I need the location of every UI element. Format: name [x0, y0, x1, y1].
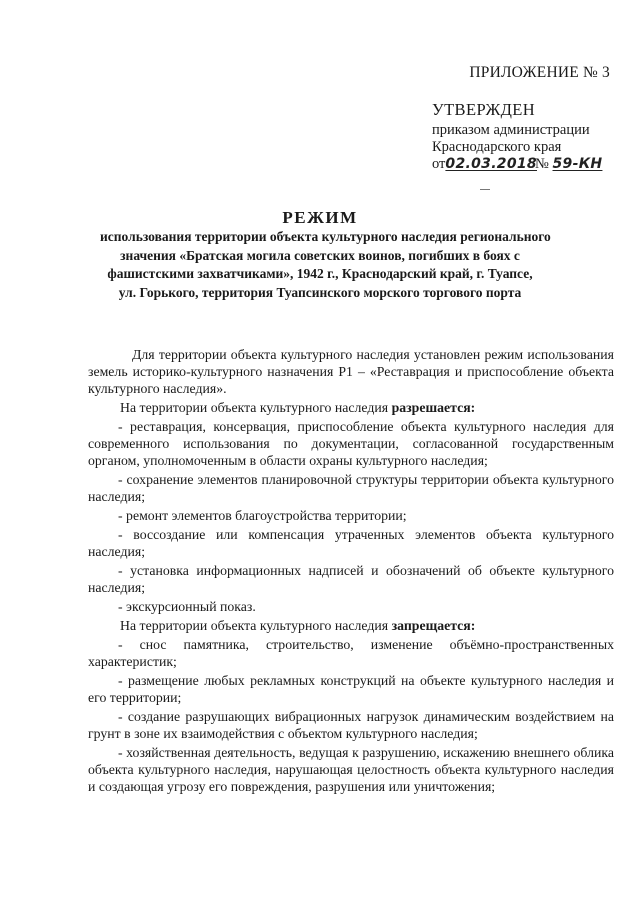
allowed-item: - ремонт элементов благоустройства территории; [118, 508, 407, 523]
document-title: РЕЖИМ [282, 208, 358, 227]
document-subtitle [100, 228, 551, 302]
order-line [432, 155, 622, 173]
allowed-word: разрешается: [391, 400, 476, 415]
approval-line-1: приказом администрации [432, 122, 590, 138]
forbidden-item: - размещение любых рекламных конструкций на объекте культурного наследия и его территории; [88, 673, 614, 705]
order-number-prefix: № [535, 156, 549, 172]
stray-mark [480, 189, 490, 190]
allowed-item: - воссоздание или компенсация утраченных элементов объекта культурного наследия; [88, 527, 614, 559]
subtitle-line: ул. Горького, территория Туапсинского морского торгового порта [118, 284, 522, 300]
forbidden-item: - снос памятника, строительство, изменение объёмно-пространственных характеристик; [88, 637, 614, 669]
appendix-label: ПРИЛОЖЕНИЕ № 3 [469, 64, 610, 81]
allowed-prefix: На территории объекта культурного наследия [120, 400, 389, 415]
allowed-item: - реставрация, консервация, приспособление объекта культурного наследия для современного использования по документации, согласованной государственным органом, уполномоченным в области охраны культурного наследия; [88, 419, 614, 468]
approval-line-2: Краснодарского края [432, 138, 562, 155]
intro-paragraph: Для территории объекта культурного наследия установлен режим использования земель историко-культурного назначения Р1 – «Реставрация и приспособление объекта культурного наследия». [88, 347, 614, 396]
forbidden-heading [88, 617, 614, 634]
forbidden-word: запрещается: [391, 618, 476, 633]
approved-title: УТВЕРЖДЕН [432, 100, 536, 119]
document-body [88, 346, 614, 797]
order-from-prefix: от [432, 156, 446, 172]
subtitle-line: фашистскими захватчиками», 1942 г., Краснодарский край, г. Туапсе, [107, 266, 533, 281]
approval-block [432, 100, 622, 173]
subtitle-line: использования территории объекта культурного наследия регионального [100, 229, 551, 244]
forbidden-prefix: На территории объекта культурного наследия [120, 618, 389, 633]
allowed-item: - сохранение элементов планировочной структуры территории объекта культурного наследия; [88, 472, 614, 504]
forbidden-item: - создание разрушающих вибрационных нагрузок динамическим воздействием на грунт в зоне их взаимодействия с объектом культурного наследия; [88, 709, 614, 741]
handwritten-date: 02.03.2018 [445, 156, 537, 172]
allowed-heading [88, 399, 614, 416]
subtitle-line: значения «Братская могила советских воинов, погибших в боях с [120, 247, 520, 263]
handwritten-number: 59-КН [552, 156, 603, 172]
forbidden-item: - хозяйственная деятельность, ведущая к разрушению, искажению внешнего облика объекта культурного наследия, нарушающая целостность объекта культурного наследия и создающая угрозу его повреждения, разрушения или уничтожения; [88, 745, 614, 794]
allowed-item: - экскурсионный показ. [118, 599, 256, 614]
allowed-item: - установка информационных надписей и обозначений об объекте культурного наследия; [88, 563, 614, 595]
